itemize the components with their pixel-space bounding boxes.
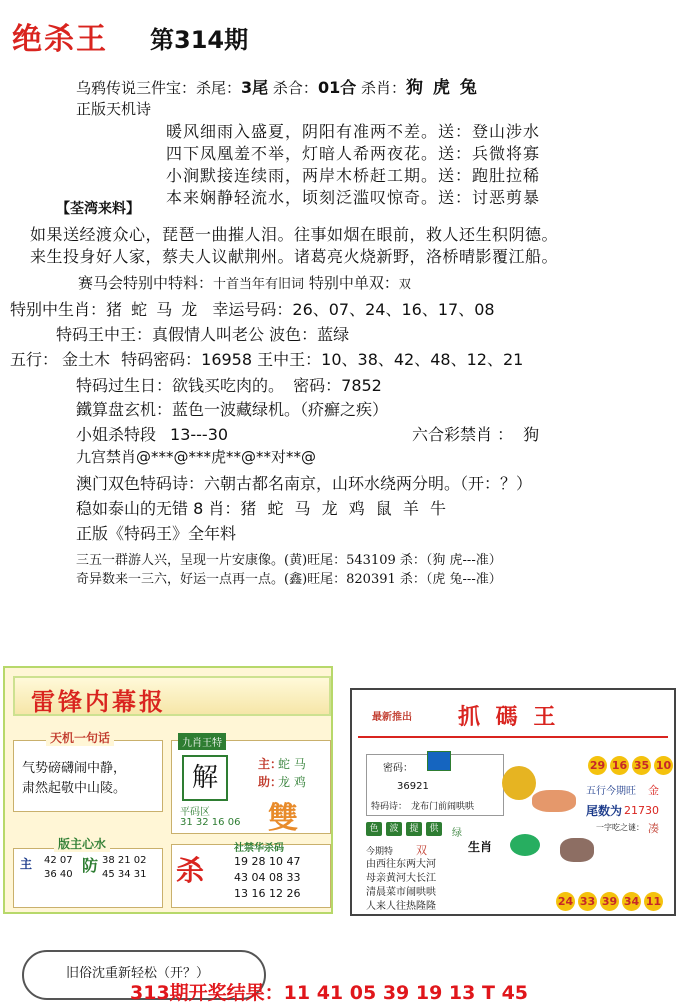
sky-line: 气势磅礴闹中静， <box>22 761 127 776</box>
birthday-code: 7852 <box>341 376 382 395</box>
tm-label: 特码诗： <box>371 802 408 812</box>
poem-line: 本来娴静轻流水，顷刻泛滥叹惊奇。送：讨恶剪暴 <box>166 188 541 207</box>
today-value: 双 <box>416 844 427 857</box>
birthday-code-label: 密码： <box>293 376 342 395</box>
heart-box: 版主心水 主 42 07 36 40 防 38 21 02 45 34 31 <box>13 848 163 908</box>
wzw-value: 10、38、42、48、12、21 <box>321 350 524 369</box>
secret-label: 密码： <box>383 763 413 774</box>
miss-line <box>76 422 228 445</box>
six-value: 狗 <box>523 425 540 444</box>
tip-label: 九肖王特 <box>178 733 226 750</box>
animal-icon <box>560 838 594 862</box>
result-text: 313期开奖结果：11 41 05 39 19 13 T 45 <box>130 982 529 1004</box>
taiwan-line: 来生投身好人家，蔡夫人议献荆州。诸葛亮火烧新野，洛桥晴影覆江船。 <box>30 247 559 266</box>
king-text: 真假情人叫老公 <box>152 325 265 344</box>
zhuama-header <box>358 696 668 738</box>
right-poem-line: 由西往东两大河 <box>366 859 436 870</box>
five-today-label: 五行今期旺 <box>586 786 636 797</box>
secret-box <box>366 754 504 816</box>
number-ball: 11 <box>644 892 663 911</box>
snake-icon <box>510 834 540 856</box>
zodiac-animals: 猪 蛇 马 龙 <box>106 300 200 319</box>
nine-text: @***@***虎**@**对**@ <box>136 448 317 466</box>
crow-zodiac: 狗 虎 兔 <box>406 78 479 98</box>
heart-nums: 45 34 31 <box>102 869 147 880</box>
wave-value: 蓝绿 <box>317 325 350 344</box>
taiwan-label: 【荃湾来料】 <box>56 201 140 217</box>
heart-label: 版主心水 <box>54 835 110 852</box>
color-tag: 提 <box>406 822 422 836</box>
number-ball: 39 <box>600 892 619 911</box>
horse-dbl: 双 <box>398 277 411 291</box>
born-label: 生肖 <box>468 840 493 854</box>
heart-nums: 38 21 02 <box>102 855 147 866</box>
five-label: 五行： <box>10 350 59 369</box>
society-nums: 19 28 10 47 <box>234 855 301 868</box>
crow-combo-label: 杀合： <box>268 79 318 97</box>
number-ball: 10 <box>654 756 673 775</box>
right-poem-line: 人来人往热隆隆 <box>366 901 436 912</box>
main-label: 主： <box>258 757 283 771</box>
birthday-text: 欲钱买吃肉的。 <box>172 376 285 395</box>
solve-char: 解 <box>182 755 228 801</box>
steady-animals: 猪 蛇 马 龙 鸡 鼠 羊 牛 <box>240 499 449 518</box>
steady-line <box>76 496 449 519</box>
zodiac-label: 特别中生肖： <box>10 300 107 319</box>
logo-icon <box>427 751 451 771</box>
crow-combo: 01合 <box>317 78 357 97</box>
poem-line: 小涧默接连续雨，两岸木桥赶工期。送：跑肚拉稀 <box>166 166 541 185</box>
abacus-line <box>76 397 388 420</box>
today-label: 今期特 <box>366 847 394 857</box>
society-nums: 13 16 12 26 <box>234 887 301 900</box>
tail-value: 21730 <box>624 804 659 817</box>
secret-value: 36921 <box>397 781 429 792</box>
secret-value: 16958 <box>201 350 253 369</box>
taiwan-line: 如果送经渡众心，琵琶一曲摧人泪。往事如烟在眼前，救人还生积阴德。 <box>30 225 559 244</box>
macau-line <box>76 471 532 494</box>
birthday-line <box>76 373 382 396</box>
number-ball: 24 <box>556 892 575 911</box>
issue-number: 第314期 <box>150 26 249 54</box>
heart-nums: 36 40 <box>44 869 73 880</box>
lucky-numbers: 26、07、24、16、17、08 <box>292 300 495 319</box>
sentence-label: 一字吃之谜： <box>596 823 644 832</box>
flat-label: 平码区 <box>180 807 210 818</box>
king-label: 特码王中王： <box>56 325 153 344</box>
crow-line <box>76 73 479 98</box>
poem-line: 四下凤凰羞不举，灯暗人希两夜花。送：兵微将寡 <box>166 144 541 163</box>
sky-line: 肃然起敬中山陵。 <box>22 781 127 796</box>
miss-label: 小姐杀特段 <box>76 425 157 444</box>
macau-label: 澳门双色特码诗： <box>76 474 205 493</box>
horse-dbl-label: 特别中单双： <box>308 274 399 292</box>
tip-box <box>171 740 331 834</box>
right-poem <box>366 858 436 914</box>
leifeng-title: 雷锋内幕报 <box>31 687 166 716</box>
five-line <box>10 347 523 370</box>
abacus-text: 蓝色一波藏绿机。（疥癬之疾） <box>172 400 389 419</box>
tail-line: 三五一群游人兴，呈现一片安康像。(黄)旺尾：543109 杀：（狗 虎---准） <box>76 553 502 568</box>
wzw-label: 王中王： <box>257 350 322 369</box>
tail-label: 尾数为 <box>586 804 623 818</box>
abacus-label: 鐵算盘玄机： <box>76 400 173 419</box>
miss-range: 13---30 <box>170 425 229 444</box>
tm-value: 龙布门前闹哄哄 <box>411 802 475 812</box>
fish-icon <box>532 790 576 812</box>
color-tag: 色 <box>366 822 382 836</box>
assist-label: 助： <box>258 775 283 789</box>
nine-label: 九宫禁肖 <box>76 448 137 466</box>
color-tag: 供 <box>426 822 442 836</box>
number-ball: 29 <box>588 756 607 775</box>
six-label: 六合彩禁肖 ： <box>412 425 514 444</box>
zhuama-panel <box>350 688 676 916</box>
sky-box <box>13 731 163 812</box>
wave-label: 波色： <box>269 325 318 344</box>
zodiac-line <box>10 297 495 320</box>
double-char: 雙 <box>268 801 298 836</box>
society-label: 社禁华杀码 <box>234 843 284 854</box>
crow-tail: 3尾 <box>241 78 269 97</box>
horse-hint: 十首当年有旧词 <box>213 277 305 292</box>
five-today-value: 金 <box>648 784 659 797</box>
nine-line <box>76 446 316 467</box>
zhuama-title: 抓 碼 王 <box>458 704 560 730</box>
poem-title: 正版天机诗 <box>76 100 152 118</box>
number-ball: 16 <box>610 756 629 775</box>
new-label: 最新推出 <box>372 712 412 723</box>
sentence-value: 凑 <box>648 822 659 835</box>
page-title: 绝杀王 <box>12 22 108 57</box>
birthday-label: 特码过生日： <box>76 376 173 395</box>
lucky-label: 幸运号码： <box>212 300 293 319</box>
defend-char: 防 <box>82 856 99 875</box>
cloud-text: 旧俗沈重新轻松（开？） <box>66 966 210 981</box>
assist-value: 龙 鸡 <box>278 775 306 789</box>
six-line <box>412 422 539 445</box>
bird-icon <box>502 766 536 800</box>
poem-line: 暖风细雨入盛夏，阴阳有准两不差。送：登山涉水 <box>166 122 541 141</box>
secret-label: 特码密码： <box>121 350 202 369</box>
heart-nums: 42 07 <box>44 855 73 866</box>
leifeng-panel <box>3 666 333 914</box>
crow-label: 乌鸦传说三件宝：杀尾： <box>76 79 242 97</box>
society-nums: 43 04 08 33 <box>234 871 301 884</box>
king-line <box>56 322 349 345</box>
five-elements: 金土木 <box>62 350 111 369</box>
horse-line <box>78 272 411 293</box>
flat-numbers: 31 32 16 06 <box>180 817 241 828</box>
kill-char: 杀 <box>176 854 205 887</box>
number-ball: 34 <box>622 892 641 911</box>
color-tag: 波 <box>386 822 402 836</box>
number-ball: 35 <box>632 756 651 775</box>
right-poem-line: 母亲黄河大长江 <box>366 873 436 884</box>
right-poem-line: 清晨菜市闹哄哄 <box>366 887 436 898</box>
macau-text: 六朝古都名南京，山环水绕两分明。（开：？） <box>204 474 533 493</box>
tag-value: 绿 <box>452 828 462 839</box>
society-box <box>171 844 331 908</box>
tail-line: 奇异数来一三六，好运一点再一点。(鑫)旺尾：820391 杀：（虎 兔---准） <box>76 572 502 587</box>
horse-label: 赛马会特别中特料： <box>78 274 214 292</box>
sky-label: 天机一句话 <box>46 729 114 746</box>
main-value: 蛇 马 <box>278 757 306 771</box>
crow-zodiac-label: 杀肖： <box>361 79 407 97</box>
steady-label: 稳如泰山的无错 8 肖： <box>76 499 241 518</box>
annual-title: 正版《特码王》全年料 <box>76 524 237 543</box>
leifeng-header <box>13 676 331 716</box>
number-ball: 33 <box>578 892 597 911</box>
